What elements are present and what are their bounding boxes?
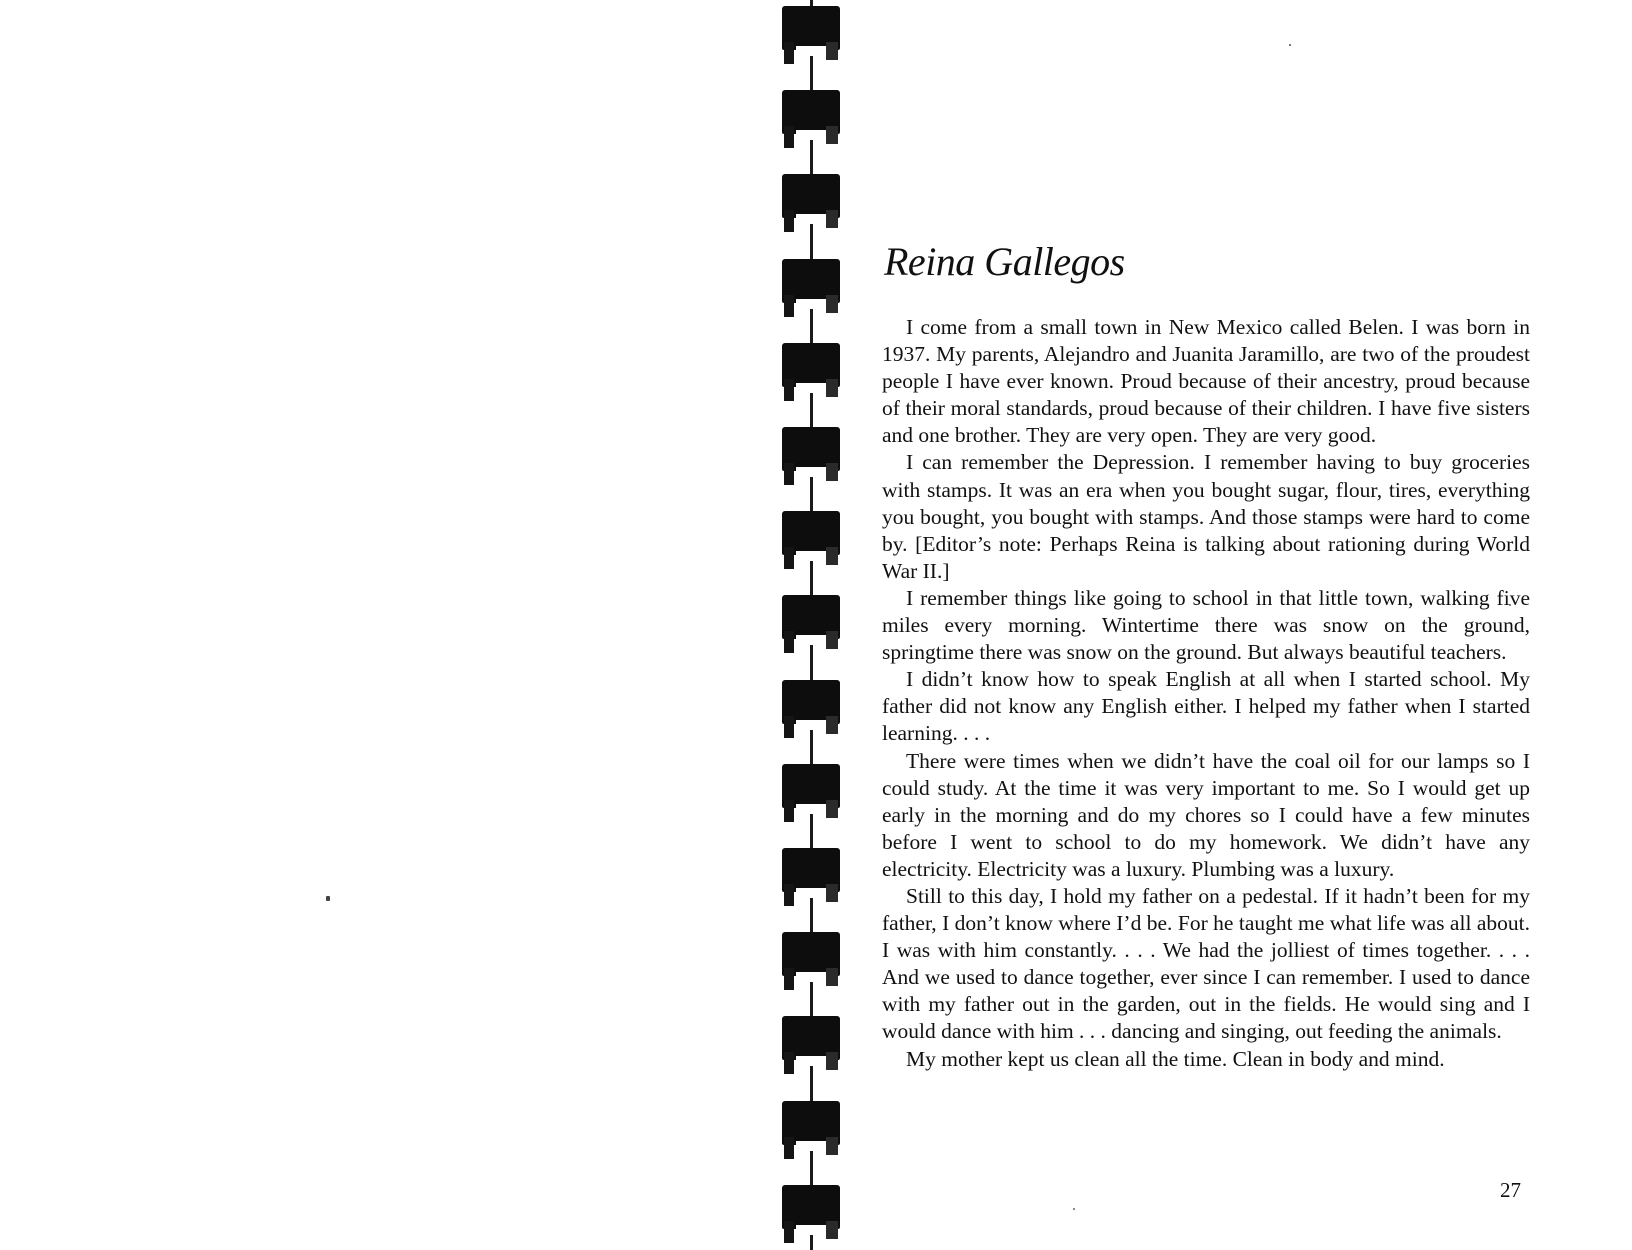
binding-coil — [782, 1181, 840, 1243]
page-number: 27 — [1500, 1178, 1521, 1202]
page-title: Reina Gallegos — [884, 239, 1125, 284]
spiral-binding — [776, 0, 848, 1250]
binding-coil — [782, 2, 840, 64]
binding-coil — [782, 507, 840, 569]
binding-coil — [782, 1012, 840, 1074]
binding-coil — [782, 844, 840, 906]
body-text — [882, 314, 1530, 1073]
paragraph-7: My mother kept us clean all the time. Clean in body and mind. — [906, 1046, 1445, 1071]
binding-coil — [782, 928, 840, 990]
binding-coil — [782, 760, 840, 822]
right-page — [874, 0, 1574, 1250]
paragraph-1: I come from a small town in New Mexico called Belen. I was born in 1937. My parents, Alejandro and Juanita Jaramillo, are two of the proudest people I have ever known. Proud because of their ancestry, proud because of their moral standards, proud because of their children. I have five sisters and one brother. They are very open. They are very good. — [882, 315, 1530, 448]
binding-coil — [782, 423, 840, 485]
scan-speck — [326, 896, 330, 901]
paragraph-6: Still to this day, I hold my father on a pedestal. If it hadn’t been for my father, I don’t know where I’d be. For he taught me what life was all about. I was with him constantly. . . . We had the jolliest of times together. . . . And we used to dance together, ever since I can remember. I used to dance with my father out in the garden, out in the fields. He would sing and I would dance with him . . . dancing and singing, out feeding the animals. — [882, 883, 1530, 1044]
binding-coil — [782, 1097, 840, 1159]
binding-coil — [782, 676, 840, 738]
binding-coil — [782, 170, 840, 232]
binding-coil — [782, 339, 840, 401]
binding-coil — [782, 591, 840, 653]
paragraph-4: I didn’t know how to speak English at all when I started school. My father did not know any English either. I helped my father when I started learning. . . . — [882, 667, 1530, 746]
binding-coil — [782, 86, 840, 148]
paragraph-2: I can remember the Depression. I remember having to buy groceries with stamps. It was an era when you bought sugar, flour, tires, everything you bought, you bought with stamps. And those stamps were hard to come by. [Editor’s note: Perhaps Reina is talking about rationing during World War II.] — [882, 450, 1530, 583]
left-page-blank — [0, 0, 760, 1250]
binding-coil — [782, 255, 840, 317]
paragraph-3: I remember things like going to school in that little town, walking five miles every morning. Wintertime there was snow on the ground, springtime there was snow on the ground. But always beautiful teachers. — [882, 585, 1530, 665]
paragraph-5: There were times when we didn’t have the coal oil for our lamps so I could study. At the time it was very important to me. So I would get up early in the morning and do my chores so I could have a few minutes before I went to school to do my homework. We didn’t have any electricity. Electricity was a luxury. Plumbing was a luxury. — [882, 748, 1530, 881]
